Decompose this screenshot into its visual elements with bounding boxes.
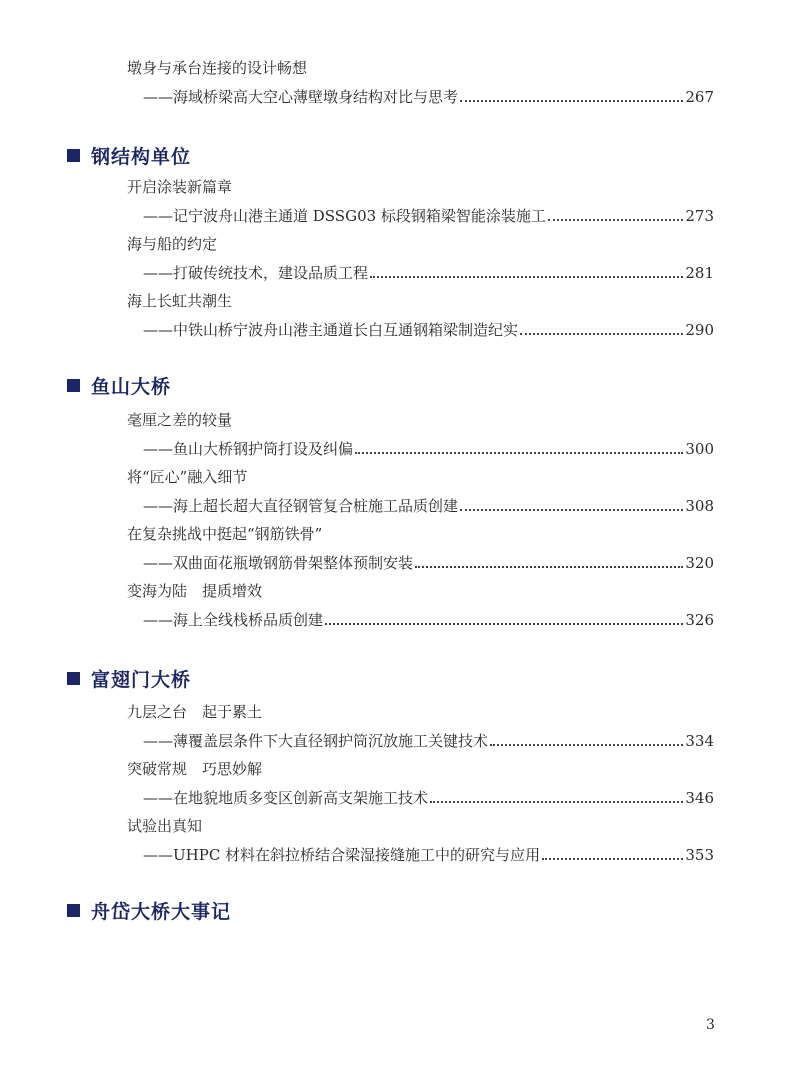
entry-title[interactable]: 海上长虹共潮生 [127, 292, 233, 310]
section-header [67, 371, 171, 399]
dot-leader [460, 509, 683, 511]
entry-title[interactable]: 开启涂装新篇章 [127, 178, 233, 196]
entry-subtitle-row[interactable] [143, 606, 714, 634]
entry-subtitle-row[interactable] [143, 492, 714, 520]
entry-subtitle: ——鱼山大桥钢护筒打设及纠偏 [143, 440, 354, 458]
section-header [67, 664, 191, 692]
dot-leader [415, 566, 683, 568]
entry-subtitle: ——海上超长超大直径钢管复合桩施工品质创建 [143, 497, 459, 515]
entry-subtitle: ——UHPC 材料在斜拉桥结合梁湿接缝施工中的研究与应用 [143, 846, 541, 864]
entry-subtitle: ——打破传统技术，建设品质工程 [143, 264, 369, 282]
entry-subtitle-row[interactable] [143, 435, 714, 463]
entry-title[interactable]: 在复杂挑战中挺起“钢筋铁骨” [127, 525, 323, 543]
entry-subtitle-row[interactable] [143, 202, 714, 230]
entry-title[interactable]: 试验出真知 [127, 817, 203, 835]
entry-title[interactable]: 九层之台 起于累土 [127, 703, 263, 721]
entry-title[interactable]: 突破常规 巧思妙解 [127, 760, 263, 778]
entry-page: 353 [685, 846, 714, 864]
entry-title[interactable]: 墩身与承台连接的设计畅想 [127, 59, 308, 77]
entry-title[interactable]: 将“匠心”融入细节 [127, 468, 248, 486]
section-title: 富翅门大桥 [91, 668, 192, 691]
dot-leader [548, 219, 683, 221]
entry-page: 281 [685, 264, 714, 282]
section-title: 鱼山大桥 [91, 375, 172, 398]
entry-page: 334 [685, 732, 714, 750]
entry-subtitle: ——双曲面花瓶墩钢筋骨架整体预制安装 [143, 554, 414, 572]
entry-page: 346 [685, 789, 714, 807]
entry-page: 300 [685, 440, 714, 458]
section-header [67, 896, 231, 924]
entry-page: 290 [685, 321, 714, 339]
entry-subtitle: ——记宁波舟山港主通道 DSSG03 标段钢箱梁智能涂装施工 [143, 207, 546, 225]
entry-page: 267 [685, 88, 714, 106]
entry-subtitle-row[interactable] [143, 259, 714, 287]
dot-leader [430, 801, 683, 803]
dot-leader [325, 623, 683, 625]
square-bullet-icon [67, 149, 80, 162]
dot-leader [370, 276, 683, 278]
entry-subtitle: ——海域桥梁高大空心薄壁墩身结构对比与思考 [143, 88, 459, 106]
section-header [67, 141, 191, 169]
entry-subtitle-row[interactable] [143, 316, 714, 344]
entry-page: 308 [685, 497, 714, 515]
entry-subtitle: ——薄覆盖层条件下大直径钢护筒沉放施工关键技术 [143, 732, 489, 750]
entry-subtitle-row[interactable] [143, 727, 714, 755]
dot-leader [460, 100, 683, 102]
entry-page: 273 [685, 207, 714, 225]
square-bullet-icon [67, 672, 80, 685]
entry-subtitle-row[interactable] [143, 784, 714, 812]
entry-subtitle: ——在地貌地质多变区创新高支架施工技术 [143, 789, 429, 807]
section-title: 钢结构单位 [91, 145, 192, 168]
dot-leader [542, 858, 683, 860]
page-number: 3 [706, 1017, 715, 1033]
entry-title[interactable]: 毫厘之差的较量 [127, 411, 233, 429]
square-bullet-icon [67, 904, 80, 917]
entry-subtitle-row[interactable] [143, 549, 714, 577]
dot-leader [490, 744, 683, 746]
entry-subtitle-row[interactable] [143, 841, 714, 869]
entry-title[interactable]: 变海为陆 提质增效 [127, 582, 263, 600]
square-bullet-icon [67, 379, 80, 392]
dot-leader [355, 452, 683, 454]
dot-leader [520, 333, 683, 335]
entry-subtitle: ——海上全线栈桥品质创建 [143, 611, 324, 629]
entry-subtitle: ——中铁山桥宁波舟山港主通道长白互通钢箱梁制造纪实 [143, 321, 519, 339]
section-title: 舟岱大桥大事记 [91, 900, 232, 923]
entry-title[interactable]: 海与船的约定 [127, 235, 218, 253]
entry-page: 320 [685, 554, 714, 572]
entry-subtitle-row[interactable] [143, 83, 714, 111]
entry-page: 326 [685, 611, 714, 629]
